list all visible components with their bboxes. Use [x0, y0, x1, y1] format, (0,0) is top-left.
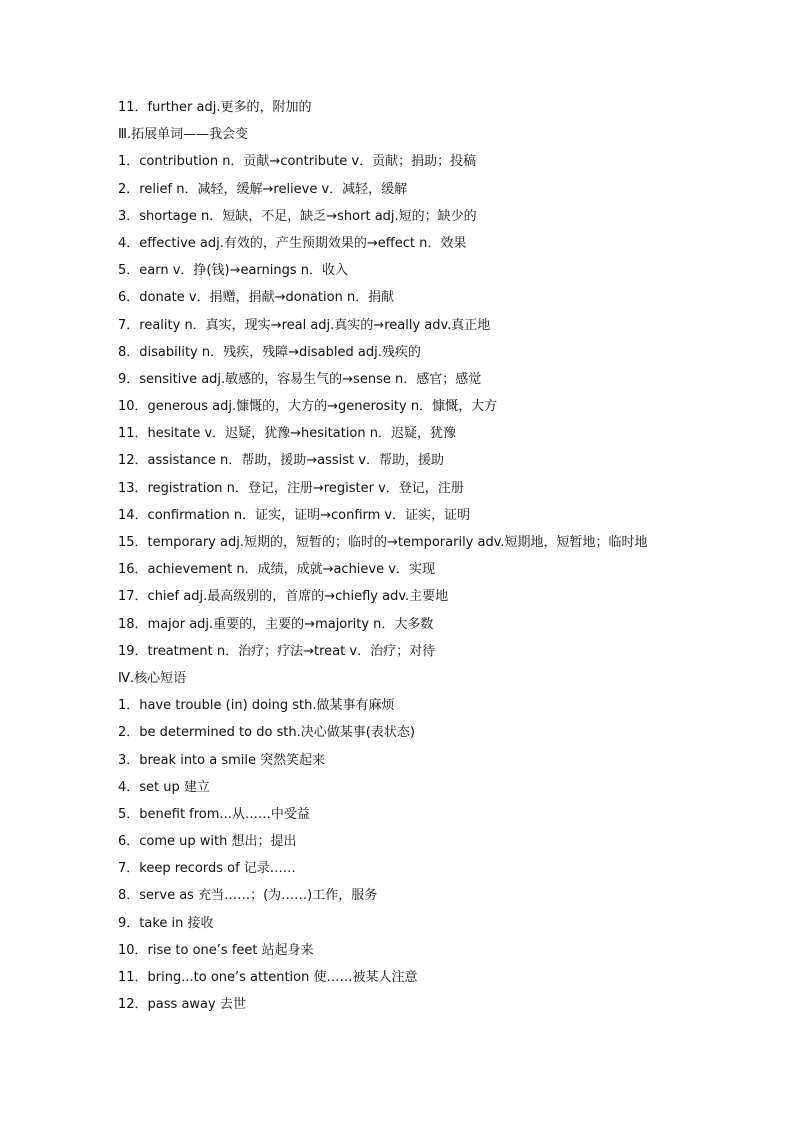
phrase-line: 1．have trouble (in) doing sth.做某事有麻烦 — [118, 698, 395, 714]
phrase-line: 5．benefit from...从……中受益 — [118, 806, 310, 822]
vocab-line: 19．treatment n．治疗；疗法→treat v．治疗；对待 — [118, 643, 436, 659]
vocab-line: 16．achievement n．成绩，成就→achieve v．实现 — [118, 562, 435, 578]
vocab-line: 14．confirmation n．证实，证明→confirm v．证实，证明 — [118, 507, 471, 523]
phrase-line: 9．take in 接收 — [118, 915, 214, 931]
vocab-line: 17．chief adj.最高级别的，首席的→chiefly adv.主要地 — [118, 589, 449, 605]
vocab-line: 18．major adj.重要的，主要的→majority n．大多数 — [118, 616, 434, 632]
vocab-line: 5．earn v．挣(钱)→earnings n．收入 — [118, 263, 349, 279]
phrase-line: 8．serve as 充当……；(为……)工作，服务 — [118, 888, 378, 904]
phrase-line: 11．bring...to one’s attention 使……被某人注意 — [118, 970, 418, 985]
vocab-line: 3．shortage n．短缺，不足，缺乏→short adj.短的；缺少的 — [118, 208, 477, 224]
phrase-line: 4．set up 建立 — [118, 779, 210, 795]
phrase-line: 7．keep records of 记录…… — [118, 861, 296, 877]
vocab-line: 15．temporary adj.短期的，短暂的；临时的→temporarily adv.短期地，短暂地；临时地 — [118, 535, 648, 550]
phrase-line: 10．rise to one’s feet 站起身来 — [118, 942, 314, 958]
vocab-line: 11．further adj.更多的，附加的 — [118, 100, 312, 115]
vocab-line: 10．generous adj.慷慨的，大方的→generosity n．慷慨，大方 — [118, 399, 498, 415]
vocab-line: 2．relief n．减轻，缓解→relieve v．减轻，缓解 — [118, 181, 408, 197]
section-heading: Ⅲ.拓展单词——我会变 — [118, 127, 249, 143]
vocab-line: 4．effective adj.有效的，产生预期效果的→effect n．效果 — [118, 235, 467, 251]
phrase-line: 2．be determined to do sth.决心做某事(表状态) — [118, 725, 415, 741]
phrase-line: 6．come up with 想出；提出 — [118, 834, 297, 850]
vocab-line: 9．sensitive adj.敏感的，容易生气的→sense n．感官；感觉 — [118, 371, 482, 387]
phrase-line: 3．break into a smile 突然笑起来 — [118, 752, 326, 768]
vocab-line: 7．reality n．真实，现实→real adj.真实的→really adv.真正地 — [118, 317, 491, 333]
section-heading: Ⅳ.核心短语 — [118, 670, 187, 686]
vocab-line: 13．registration n．登记，注册→register v．登记，注册 — [118, 480, 464, 496]
vocab-line: 12．assistance n．帮助，援助→assist v．帮助，援助 — [118, 453, 444, 469]
vocab-line: 8．disability n．残疾，残障→disabled adj.残疾的 — [118, 344, 421, 360]
vocab-line: 1．contribution n．贡献→contribute v．贡献；捐助；投稿 — [118, 154, 477, 170]
vocab-line: 11．hesitate v．迟疑，犹豫→hesitation n．迟疑，犹豫 — [118, 426, 457, 442]
vocab-line: 6．donate v．捐赠，捐献→donation n．捐献 — [118, 290, 395, 306]
phrase-line: 12．pass away 去世 — [118, 997, 246, 1013]
document-page — [118, 94, 758, 1018]
